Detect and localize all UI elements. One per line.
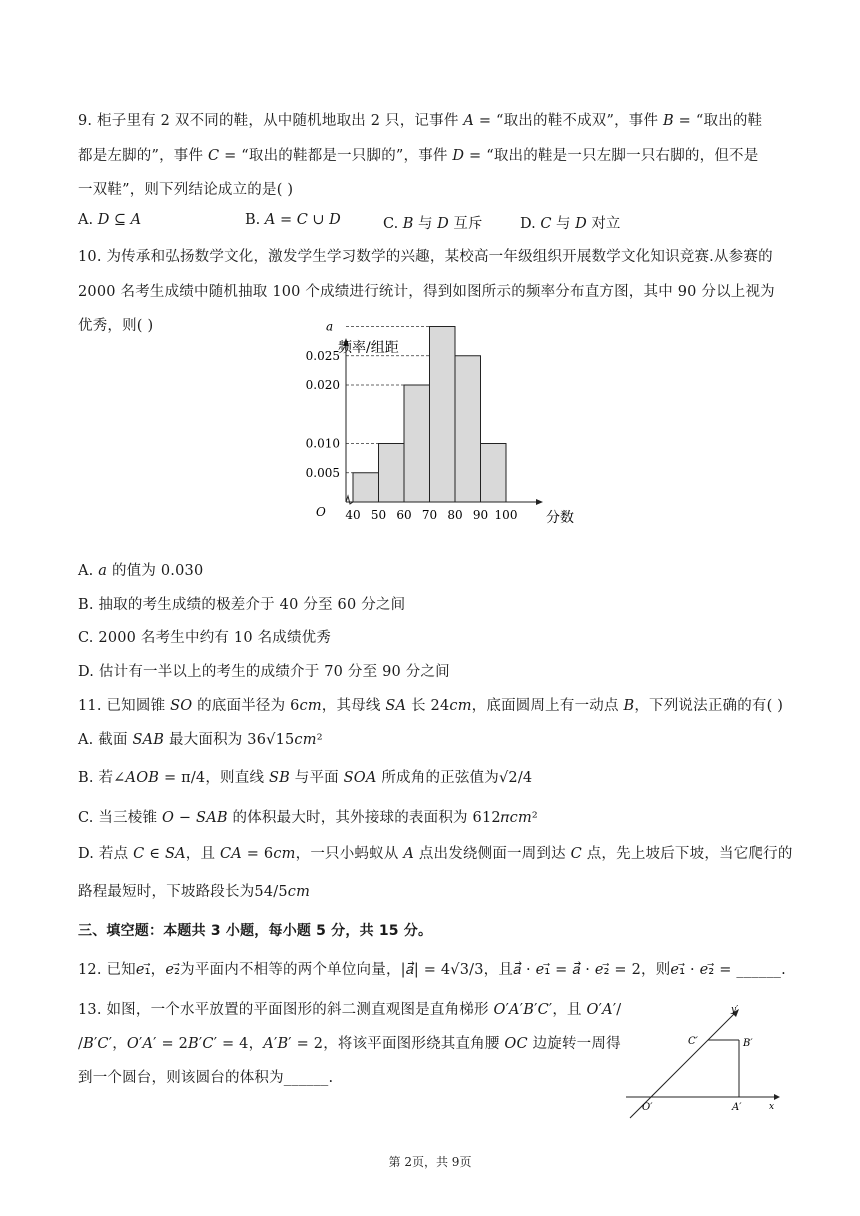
x-tick-label: 50 [370,508,387,522]
histogram-bar [404,385,430,502]
q10-option-a: A. 𝑎 的值为 0.030 [78,563,204,579]
histogram-bar [430,327,456,503]
q10-option-b: B. 抽取的考生成绩的极差介于 40 分至 60 分之间 [78,597,406,613]
page-footer: 第 2页，共 9页 [388,1155,472,1169]
x-tick-label: 60 [396,508,412,522]
x-tick-label: 80 [447,508,463,522]
histogram-bar [481,444,507,503]
q13-line-2: /𝐵′𝐶′，𝑂′𝐴′ = 2𝐵′𝐶′ = 4，𝐴′𝐵′ = 2，将该平面图形绕其直角腰 𝑂𝐶 边旋转一周得 [78,1036,621,1052]
q11-option-d-line-2: 路程最短时，下坡路段长为54/5𝑐𝑚 [78,884,311,900]
x-axis-arrow [536,499,543,505]
label-c: C′ [688,1036,698,1047]
x-tick-label: 40 [345,508,361,522]
q9-line-3: 一双鞋”，则下列结论成立的是( ) [78,182,294,198]
x-axis-arrow [774,1094,780,1100]
q11-stem: 11. 已知圆锥 𝑆𝑂 的底面半径为 6𝑐𝑚，其母线 𝑆𝐴 长 24𝑐𝑚，底面圆周上有一动点 𝐵，下列说法正确的有( ) [78,698,784,714]
q9-option-b: B. 𝐴 = 𝐶 ∪ 𝐷 [245,212,341,228]
q10-line-2: 2000 名考生成绩中随机抽取 100 个成绩进行统计，得到如图所示的频率分布直方图，其中 90 分以上视为 [78,284,775,300]
y-tick-label: 0.005 [305,465,340,480]
y-tick-label: 𝑎 [326,319,334,334]
label-o: O′ [642,1102,653,1113]
label-a: A′ [732,1102,742,1113]
q9-option-c: C. 𝐵 与 𝐷 互斥 [383,216,483,232]
y-tick-label: 0.020 [305,378,340,392]
q11-option-d-line-1: D. 若点 𝐶 ∈ 𝑆𝐴，且 𝐶𝐴 = 6𝑐𝑚，一只小蚂蚁从 𝐴 点出发绕侧面一周到达 𝐶 点，先上坡后下坡，当它爬行的 [78,846,793,862]
oblique-trapezoid-figure [622,1000,787,1125]
q10-line-1: 10. 为传承和弘扬数学文化，激发学生学习数学的兴趣，某校高一年级组织开展数学文化知识竞赛.从参赛的 [78,249,773,265]
label-y: y′ [731,1005,739,1015]
histogram-bar [353,473,379,502]
q10-option-d: D. 估计有一半以上的考生的成绩介于 70 分至 90 分之间 [78,664,450,680]
q9-option-d: D. 𝐶 与 𝐷 对立 [520,216,621,232]
y-tick-label: 0.010 [305,436,340,451]
q10-line-3: 优秀，则( ) [78,318,154,334]
q12-text: 12. 已知𝑒₁⃗，𝑒₂⃗为平面内不相等的两个单位向量，|𝑎⃗| = 4√3/3，且𝑎⃗ · 𝑒₁⃗ = 𝑎⃗ · 𝑒₂⃗ = 2，则𝑒₁⃗ · 𝑒₂⃗ = ______. [78,962,786,978]
y-tick-label: 0.025 [305,348,340,363]
q9-option-a: A. 𝐷 ⊆ 𝐴 [78,212,142,228]
q13-line-3: 到一个圆台，则该圆台的体积为______. [78,1070,334,1086]
origin-label: 𝑂 [316,505,326,519]
x-tick-label: 70 [421,508,438,522]
histogram-bar [379,444,405,503]
x-axis-label: 分数 [546,510,574,526]
x-tick-label: 100 [494,508,518,522]
q11-option-a: A. 截面 𝑆𝐴𝐵 最大面积为 36√15𝑐𝑚² [78,732,323,748]
section-3-heading: 三、填空题：本题共 3 小题，每小题 5 分，共 15 分。 [78,923,433,939]
label-b: B′ [743,1038,753,1049]
frequency-histogram [280,319,580,530]
y-axis-label: 频率/组距 [338,340,399,356]
q10-option-c: C. 2000 名考生中约有 10 名成绩优秀 [78,630,332,646]
label-x: x [769,1102,775,1112]
q11-option-c: C. 当三棱锥 𝑂 − 𝑆𝐴𝐵 的体积最大时，其外接球的表面积为 612𝜋𝑐𝑚² [78,810,538,826]
histogram-bar [455,356,481,502]
x-tick-label: 90 [472,508,489,522]
axis-break [346,496,353,504]
q13-line-1: 13. 如图，一个水平放置的平面图形的斜二测直观图是直角梯形 𝑂′𝐴′𝐵′𝐶′，且 𝑂′𝐴′/ [78,1002,622,1018]
q9-line-2: 都是左脚的”，事件 𝐶 = “取出的鞋都是一只脚的”，事件 𝐷 = “取出的鞋是一只左脚一只右脚的，但不是 [78,148,759,164]
q11-option-b: B. 若∠𝐴𝑂𝐵 = π/4，则直线 𝑆𝐵 与平面 𝑆𝑂𝐴 所成角的正弦值为√2/4 [78,770,533,786]
q9-line-1: 9. 柜子里有 2 双不同的鞋，从中随机地取出 2 只，记事件 𝐴 = “取出的鞋不成双”，事件 𝐵 = “取出的鞋 [78,113,763,129]
